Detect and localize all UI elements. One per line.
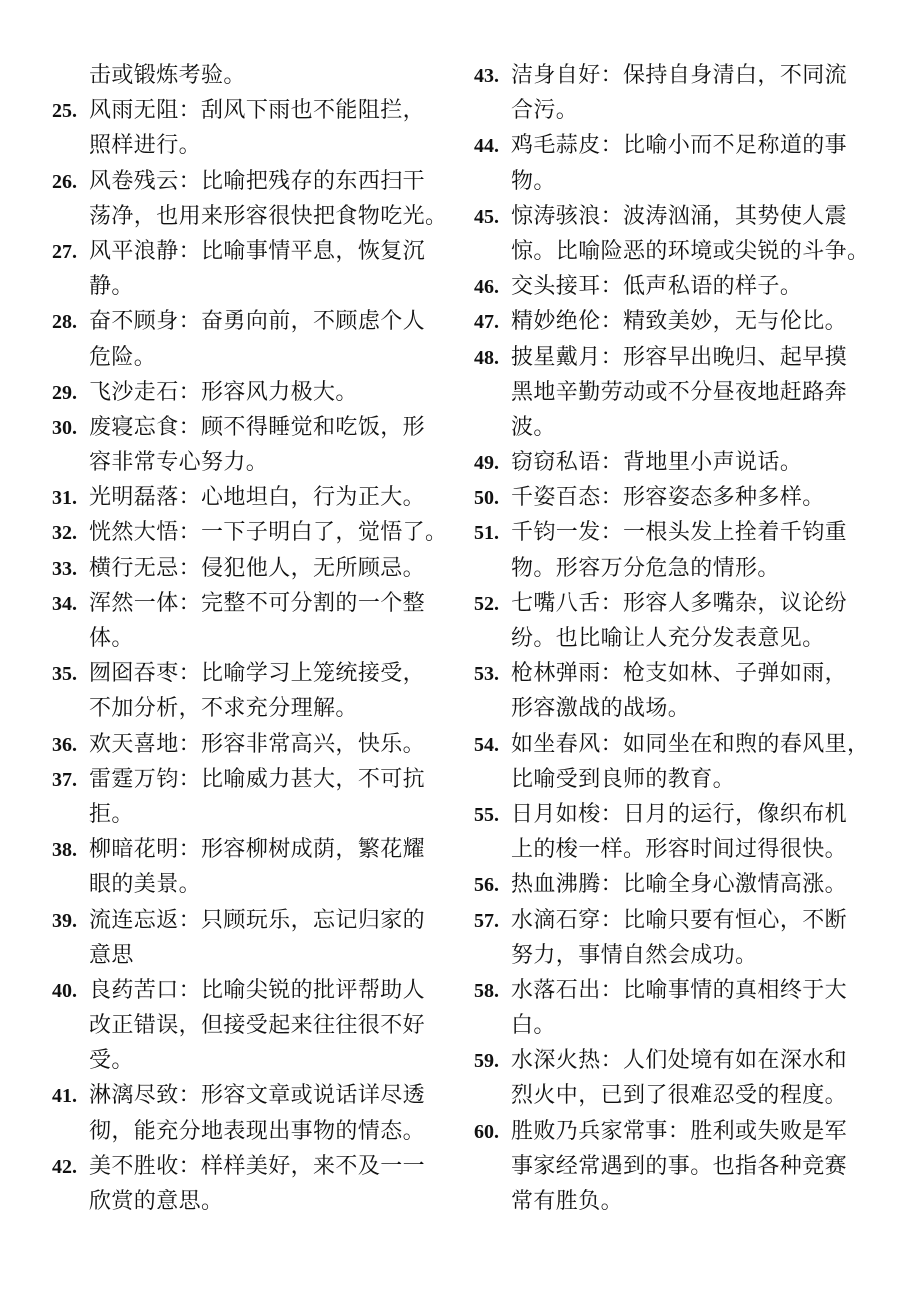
idiom-definition-text: 形容激战的战场。 (511, 696, 691, 722)
entry-continuation-line (474, 93, 874, 128)
colon-separator: ： (600, 731, 624, 757)
entry-continuation-line (52, 938, 448, 973)
idiom-entry (52, 410, 448, 480)
idiom-entry (474, 867, 874, 902)
entry-continuation-line (474, 1078, 874, 1113)
entry-number: 29. (52, 381, 77, 404)
entry-first-line (52, 1149, 448, 1184)
idiom-definition-text: 比喻学习上笼统接受， (201, 661, 426, 687)
colon-separator: ： (178, 766, 202, 792)
entry-continuation-line (52, 1008, 448, 1043)
entry-continuation-line (474, 1184, 874, 1219)
idiom-term: 水落石出 (511, 977, 601, 1003)
entry-first-line (474, 867, 874, 902)
entry-continuation-line (474, 762, 874, 797)
idiom-term: 交头接耳 (511, 274, 601, 300)
idiom-term: 飞沙走石 (89, 379, 179, 405)
idiom-definition-text: 胜利或失败是军 (690, 1118, 848, 1144)
entry-number: 48. (474, 346, 499, 369)
idiom-entry (52, 586, 448, 656)
entry-number: 42. (52, 1155, 77, 1178)
right-column (474, 58, 874, 1219)
idiom-definition-text: 顾不得睡觉和吃饭，形 (201, 414, 426, 440)
idiom-term: 洁身自好 (511, 63, 601, 88)
entry-first-line (52, 164, 448, 199)
idiom-entry (474, 445, 874, 480)
idiom-entry (474, 58, 874, 128)
idiom-definition-text: 黑地辛勤劳动或不分昼夜地赶路奔 (511, 379, 848, 405)
idiom-entry (52, 832, 448, 902)
entry-number: 60. (474, 1120, 499, 1143)
idiom-definition-text: 上的梭一样。形容时间过得很快。 (511, 837, 848, 863)
entry-first-line (474, 903, 874, 938)
idiom-term: 惊涛骇浪 (511, 203, 601, 229)
entry-continuation-line (52, 445, 448, 480)
entry-continuation-line (52, 1184, 448, 1219)
entry-first-line (474, 58, 874, 93)
idiom-entry (474, 1114, 874, 1220)
entry-first-line (474, 304, 874, 339)
idiom-entry (474, 304, 874, 339)
entry-first-line (52, 656, 448, 691)
entry-continuation-line (474, 691, 874, 726)
idiom-term: 美不胜收 (89, 1153, 179, 1179)
entry-continuation-line (52, 797, 448, 832)
colon-separator: ： (600, 344, 624, 370)
entry-first-line (52, 586, 448, 621)
idiom-term: 横行无忌 (89, 555, 179, 581)
entry-continuation-line (52, 128, 448, 163)
idiom-definition-text: 侵犯他人，无所顾忌。 (201, 555, 426, 581)
entry-first-line (474, 515, 874, 550)
colon-separator: ： (178, 590, 202, 616)
idiom-term: 千钧一发 (511, 520, 601, 546)
idiom-definition-text: 常有胜负。 (511, 1189, 624, 1214)
entry-first-line (474, 269, 874, 304)
idiom-definition-text: 努力，事情自然会成功。 (511, 942, 758, 968)
idiom-entry (52, 515, 448, 550)
entry-first-line (474, 797, 874, 832)
colon-separator: ： (600, 485, 624, 511)
idiom-term: 鸡毛蒜皮 (511, 133, 601, 159)
entry-number: 45. (474, 205, 499, 228)
idiom-term: 囫囵吞枣 (89, 661, 179, 687)
idiom-definition-text: 眼的美景。 (89, 872, 202, 898)
entry-first-line (474, 199, 874, 234)
idiom-term: 流连忘返 (89, 907, 179, 933)
idiom-entry (474, 973, 874, 1043)
idiom-definition-text: 形容风力极大。 (201, 379, 358, 405)
colon-separator: ： (600, 274, 624, 300)
colon-separator: ： (178, 414, 202, 440)
idiom-term: 枪林弹雨 (511, 661, 601, 687)
entry-continuation-line (474, 551, 874, 586)
idiom-definition-text: 击或锻炼考验。 (89, 63, 246, 88)
entry-number: 30. (52, 416, 77, 439)
entry-continuation-line (52, 867, 448, 902)
entry-number: 49. (474, 452, 499, 475)
idiom-definition-text: 欣赏的意思。 (89, 1189, 224, 1214)
idiom-definition-text: 形容姿态多种多样。 (623, 485, 825, 511)
idiom-term: 风卷残云 (89, 168, 179, 194)
entry-number: 38. (52, 839, 77, 862)
entry-number: 25. (52, 100, 77, 123)
idiom-definition-text: 日月的运行，像织布机 (623, 801, 848, 827)
entry-number: 41. (52, 1085, 77, 1108)
idiom-definition-text: 白。 (511, 1013, 556, 1039)
idiom-definition-text: 心地坦白，行为正大。 (201, 485, 426, 511)
colon-separator: ： (178, 907, 202, 933)
idiom-term: 精妙绝伦 (511, 309, 601, 335)
idiom-term: 风平浪静 (89, 238, 179, 264)
idiom-definition-text: 低声私语的样子。 (623, 274, 803, 300)
entry-continuation-line (474, 375, 874, 410)
idiom-definition-text: 完整不可分割的一个整 (201, 590, 426, 616)
colon-separator: ： (178, 238, 202, 264)
idiom-entry (474, 656, 874, 726)
entry-number: 31. (52, 487, 77, 510)
colon-separator: ： (178, 98, 202, 124)
colon-separator: ： (178, 837, 202, 863)
entry-number: 32. (52, 522, 77, 545)
idiom-entry (52, 58, 448, 93)
idiom-definition-text: 刮风下雨也不能阻拦， (201, 98, 426, 124)
colon-separator: ： (178, 1083, 202, 1109)
idiom-entry (52, 93, 448, 163)
idiom-definition-text: 波涛汹涌，其势使人震 (623, 203, 848, 229)
idiom-entry (474, 1043, 874, 1113)
entry-number: 39. (52, 909, 77, 932)
idiom-definition-text: 如同坐在和煦的春风里， (623, 731, 870, 757)
idiom-definition-text: 烈火中，已到了很难忍受的程度。 (511, 1083, 848, 1109)
entry-number: 55. (474, 803, 499, 826)
entry-first-line (52, 551, 448, 586)
idiom-entry (52, 656, 448, 726)
idiom-definition-text: 形容非常高兴，快乐。 (201, 731, 426, 757)
idiom-definition-text: 意思 (89, 942, 134, 968)
idiom-term: 风雨无阻 (89, 98, 179, 124)
idiom-definition-text: 物。 (511, 168, 556, 194)
entry-first-line (52, 1078, 448, 1113)
entry-first-line (52, 727, 448, 762)
colon-separator: ： (178, 485, 202, 511)
entry-number: 57. (474, 909, 499, 932)
idiom-term: 水滴石穿 (511, 907, 601, 933)
idiom-definition-text: 不加分析，不求充分理解。 (89, 696, 358, 722)
colon-separator: ： (600, 203, 624, 229)
entry-number: 43. (474, 65, 499, 87)
entry-continuation-line (52, 340, 448, 375)
idiom-entry (474, 480, 874, 515)
entry-number: 33. (52, 557, 77, 580)
idiom-definition-text: 形容柳树成荫，繁花耀 (201, 837, 426, 863)
colon-separator: ： (178, 661, 202, 687)
idiom-entry (52, 234, 448, 304)
idiom-definition-text: 人们处境有如在深水和 (623, 1048, 848, 1074)
entry-number: 28. (52, 311, 77, 334)
colon-separator: ： (600, 977, 624, 1003)
entry-number: 47. (474, 311, 499, 334)
idiom-definition-text: 样样美好，来不及一一 (201, 1153, 426, 1179)
idiom-definition-text: 比喻全身心激情高涨。 (623, 872, 848, 898)
idiom-definition-text: 一根头发上拴着千钧重 (623, 520, 848, 546)
idiom-term: 柳暗花明 (89, 837, 179, 863)
idiom-definition-text: 容非常专心努力。 (89, 450, 269, 476)
idiom-definition-text: 保持自身清白，不同流 (623, 63, 848, 88)
colon-separator: ： (600, 520, 624, 546)
idiom-definition-text: 荡净，也用来形容很快把食物吃光。 (89, 203, 448, 229)
idiom-definition-text: 改正错误，但接受起来往往很不好 (89, 1013, 426, 1039)
entry-number: 53. (474, 663, 499, 686)
idiom-definition-text: 事家经常遇到的事。也指各种竞赛 (511, 1153, 848, 1179)
idiom-entry (52, 304, 448, 374)
entry-first-line (52, 234, 448, 269)
idiom-entry (52, 375, 448, 410)
entry-first-line (52, 762, 448, 797)
colon-separator: ： (600, 1048, 624, 1074)
entry-first-line (474, 656, 874, 691)
entry-continuation-line (52, 1043, 448, 1078)
entry-first-line (474, 340, 874, 375)
idiom-term: 水深火热 (511, 1048, 601, 1074)
entry-number: 59. (474, 1050, 499, 1073)
entry-continuation-line (52, 691, 448, 726)
idiom-definition-text: 比喻小而不足称道的事 (623, 133, 848, 159)
idiom-term: 欢天喜地 (89, 731, 179, 757)
idiom-definition-text: 危险。 (89, 344, 157, 370)
idiom-term: 如坐春风 (511, 731, 601, 757)
entry-continuation-line (474, 1008, 874, 1043)
colon-separator: ： (178, 520, 202, 546)
idiom-definition-text: 比喻尖锐的批评帮助人 (201, 977, 426, 1003)
idiom-definition-text: 纷。也比喻让人充分发表意见。 (511, 626, 825, 651)
colon-separator: ： (178, 731, 202, 757)
entry-number: 34. (52, 592, 77, 615)
idiom-definition-text: 静。 (89, 274, 134, 300)
idiom-term: 雷霆万钧 (89, 766, 179, 792)
entry-first-line (474, 480, 874, 515)
idiom-term: 淋漓尽致 (89, 1083, 179, 1109)
entry-number: 52. (474, 592, 499, 615)
idiom-term: 光明磊落 (89, 485, 179, 511)
colon-separator: ： (600, 309, 624, 335)
idiom-definition-text: 比喻受到良师的教育。 (511, 766, 736, 792)
entry-first-line (474, 445, 874, 480)
idiom-term: 窃窃私语 (511, 450, 601, 476)
entry-number: 44. (474, 135, 499, 158)
colon-separator: ： (178, 977, 202, 1003)
idiom-definition-text: 比喻威力甚大，不可抗 (201, 766, 426, 792)
colon-separator: ： (600, 907, 624, 933)
idiom-term: 日月如梭 (511, 801, 601, 827)
idiom-entry (52, 973, 448, 1079)
entry-first-line (474, 1114, 874, 1149)
entry-first-line (52, 973, 448, 1008)
idiom-term: 恍然大悟 (89, 520, 179, 546)
idiom-entry (52, 762, 448, 832)
idiom-term: 披星戴月 (511, 344, 601, 370)
left-column (52, 58, 448, 1219)
entry-first-line (52, 832, 448, 867)
idiom-term: 废寝忘食 (89, 414, 179, 440)
entry-first-line (474, 1043, 874, 1078)
entry-first-line (474, 973, 874, 1008)
idiom-definition-text: 一下子明白了，觉悟了。 (201, 520, 448, 546)
entry-first-line (52, 410, 448, 445)
entry-number: 40. (52, 979, 77, 1002)
idiom-definition-text: 背地里小声说话。 (623, 450, 803, 476)
idiom-entry (474, 199, 874, 269)
entry-continuation-line (52, 621, 448, 656)
idiom-definition-text: 体。 (89, 626, 134, 651)
idiom-definition-text: 比喻只要有恒心，不断 (623, 907, 848, 933)
colon-separator: ： (178, 309, 202, 335)
idiom-definition-text: 拒。 (89, 801, 134, 827)
colon-separator: ： (600, 801, 624, 827)
idiom-entry (52, 1149, 448, 1219)
entry-continuation-line (474, 410, 874, 445)
entry-continuation-line (52, 199, 448, 234)
idiom-term: 千姿百态 (511, 485, 601, 511)
idiom-definition-text: 只顾玩乐，忘记归家的 (201, 907, 426, 933)
colon-separator: ： (178, 1153, 202, 1179)
entry-number: 56. (474, 874, 499, 897)
idiom-term: 奋不顾身 (89, 309, 179, 335)
colon-separator: ： (600, 590, 624, 616)
idiom-term: 浑然一体 (89, 590, 179, 616)
idiom-definition-text: 枪支如林、子弹如雨， (623, 661, 848, 687)
idiom-entry (474, 340, 874, 446)
idiom-definition-text: 受。 (89, 1048, 134, 1074)
colon-separator: ： (600, 450, 624, 476)
idiom-definition-text: 惊。比喻险恶的环境或尖锐的斗争。 (511, 238, 870, 264)
entry-continuation-line (52, 1114, 448, 1149)
idiom-entry (52, 1078, 448, 1148)
idiom-definition-text: 波。 (511, 414, 556, 440)
idiom-entry (474, 797, 874, 867)
colon-separator: ： (600, 661, 624, 687)
entry-first-line (52, 93, 448, 128)
entry-continuation-line (474, 1149, 874, 1184)
entry-number: 58. (474, 979, 499, 1002)
idiom-definition-text: 比喻把残存的东西扫干 (201, 168, 426, 194)
entry-first-line (474, 128, 874, 163)
colon-separator: ： (600, 63, 624, 88)
entry-first-line (52, 480, 448, 515)
idiom-entry (474, 128, 874, 198)
entry-first-line (52, 375, 448, 410)
entry-number: 35. (52, 663, 77, 686)
idiom-definition-text: 照样进行。 (89, 133, 202, 159)
idiom-entry (52, 903, 448, 973)
entry-number: 37. (52, 768, 77, 791)
idiom-term: 良药苦口 (89, 977, 179, 1003)
idiom-entry (474, 269, 874, 304)
idiom-entry (474, 515, 874, 585)
colon-separator: ： (178, 168, 202, 194)
idiom-entry (52, 480, 448, 515)
idiom-entry (52, 727, 448, 762)
entry-number: 51. (474, 522, 499, 545)
idiom-definition-text: 物。形容万分危急的情形。 (511, 555, 780, 581)
idiom-entry (474, 903, 874, 973)
entry-number: 54. (474, 733, 499, 756)
idiom-definition-text: 比喻事情平息，恢复沉 (201, 238, 426, 264)
entry-first-line (52, 903, 448, 938)
idiom-entry (52, 551, 448, 586)
idiom-definition-text: 彻，能充分地表现出事物的情态。 (89, 1118, 426, 1144)
colon-separator: ： (600, 133, 624, 159)
entry-first-line (52, 58, 448, 93)
entry-continuation-line (474, 621, 874, 656)
entry-number: 50. (474, 487, 499, 510)
colon-separator: ： (667, 1118, 691, 1144)
entry-continuation-line (52, 269, 448, 304)
entry-continuation-line (474, 938, 874, 973)
idiom-definition-text: 形容早出晚归、起早摸 (623, 344, 848, 370)
idiom-definition-text: 奋勇向前，不顾虑个人 (201, 309, 426, 335)
entry-first-line (52, 515, 448, 550)
entry-first-line (474, 586, 874, 621)
idiom-definition-text: 合污。 (511, 98, 579, 124)
entry-number: 36. (52, 733, 77, 756)
entry-first-line (52, 304, 448, 339)
colon-separator: ： (178, 555, 202, 581)
idiom-definition-text: 形容人多嘴杂，议论纷 (623, 590, 848, 616)
idiom-definition-text: 比喻事情的真相终于大 (623, 977, 848, 1003)
idiom-definition-text: 形容文章或说话详尽透 (201, 1083, 426, 1109)
idiom-term: 七嘴八舌 (511, 590, 601, 616)
entry-continuation-line (474, 832, 874, 867)
entry-number: 26. (52, 170, 77, 193)
idiom-definition-text: 精致美妙，无与伦比。 (623, 309, 848, 335)
colon-separator: ： (600, 872, 624, 898)
entry-number: 46. (474, 276, 499, 299)
entry-first-line (474, 727, 874, 762)
entry-number: 27. (52, 240, 77, 263)
idiom-entry (52, 164, 448, 234)
entry-continuation-line (474, 164, 874, 199)
idiom-term: 热血沸腾 (511, 872, 601, 898)
entry-continuation-line (474, 234, 874, 269)
idiom-term: 胜败乃兵家常事 (511, 1118, 668, 1144)
idiom-entry (474, 727, 874, 797)
colon-separator: ： (178, 379, 202, 405)
idiom-entry (474, 586, 874, 656)
